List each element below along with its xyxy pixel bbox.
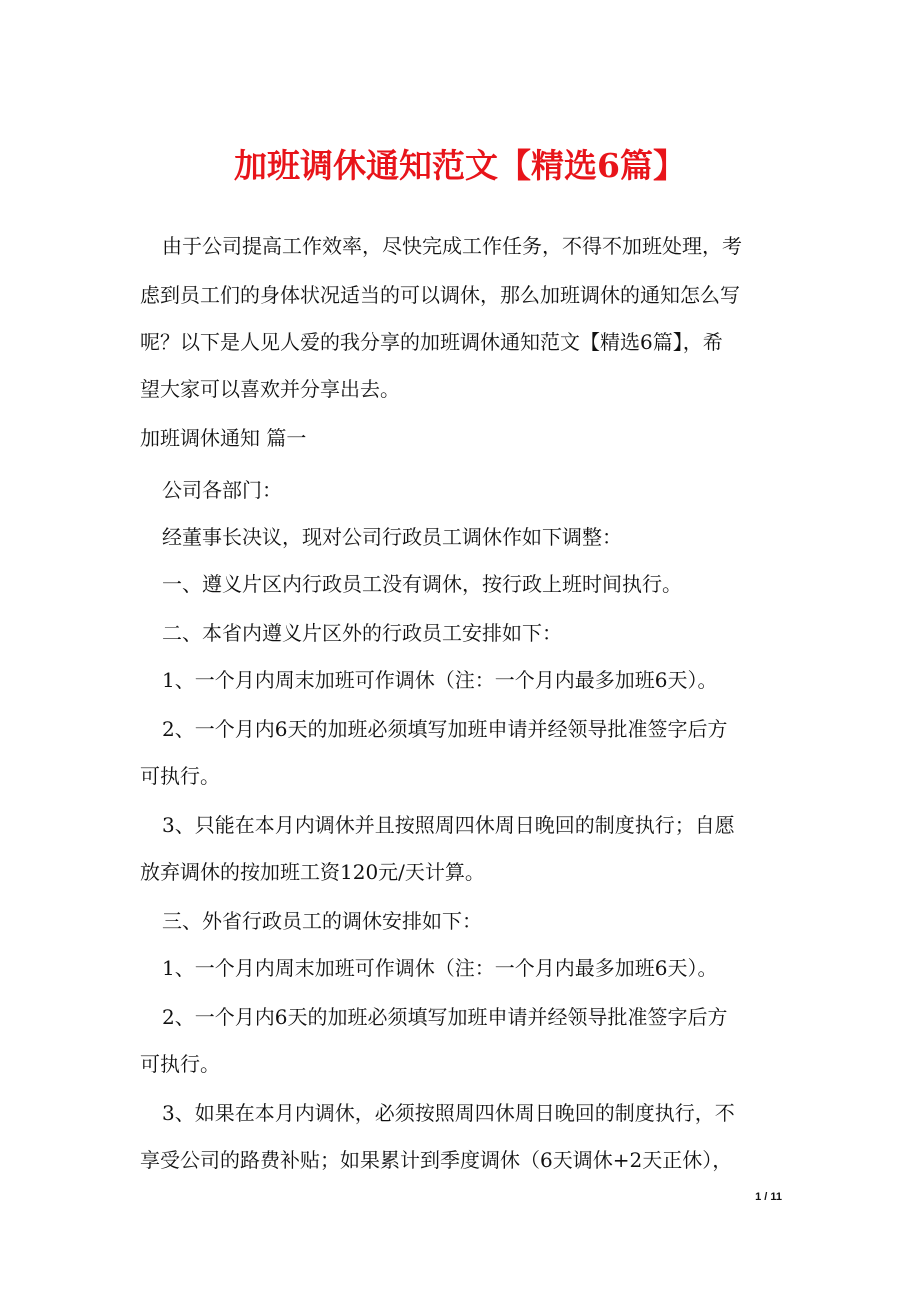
text-line: 二、本省内遵义片区外的行政员工安排如下： xyxy=(162,621,562,645)
text-line: 由于公司提高工作效率，尽快完成工作任务，不得不加班处理，考 xyxy=(162,234,742,258)
text-line: 虑到员工们的身体状况适当的可以调休，那么加班调休的通知怎么写 xyxy=(140,283,740,307)
text-line: 一、遵义片区内行政员工没有调休，按行政上班时间执行。 xyxy=(162,572,682,596)
text-line: 经董事长决议，现对公司行政员工调休作如下调整： xyxy=(162,525,622,549)
text-line: 3、如果在本月内调休，必须按照周四休周日晚回的制度执行，不 xyxy=(162,1101,735,1125)
text-line: 1、一个月内周末加班可作调休（注：一个月内最多加班6天）。 xyxy=(162,668,718,692)
text-line: 三、外省行政员工的调休安排如下： xyxy=(162,909,482,933)
text-line: 望大家可以喜欢并分享出去。 xyxy=(140,377,400,401)
text-line: 3、只能在本月内调休并且按照周四休周日晚回的制度执行；自愿 xyxy=(162,813,735,837)
text-line: 可执行。 xyxy=(140,1052,220,1076)
page-number: 1 / 11 xyxy=(755,1191,782,1203)
text-line: 2、一个月内6天的加班必须填写加班申请并经领导批准签字后方 xyxy=(162,1005,728,1029)
text-line: 享受公司的路费补贴；如果累计到季度调休（6天调休+2天正休）， xyxy=(140,1148,733,1172)
text-line: 放弃调休的按加班工资120元/天计算。 xyxy=(140,860,485,884)
text-line: 1、一个月内周末加班可作调休（注：一个月内最多加班6天）。 xyxy=(162,956,718,980)
section-heading: 加班调休通知 篇一 xyxy=(140,426,307,450)
text-line: 公司各部门： xyxy=(162,478,282,502)
text-line: 呢？以下是人见人爱的我分享的加班调休通知范文【精选6篇】，希 xyxy=(140,330,723,354)
text-line: 2、一个月内6天的加班必须填写加班申请并经领导批准签字后方 xyxy=(162,717,728,741)
text-line: 可执行。 xyxy=(140,764,220,788)
document-title: 加班调休通知范文【精选6篇】 xyxy=(234,146,686,185)
